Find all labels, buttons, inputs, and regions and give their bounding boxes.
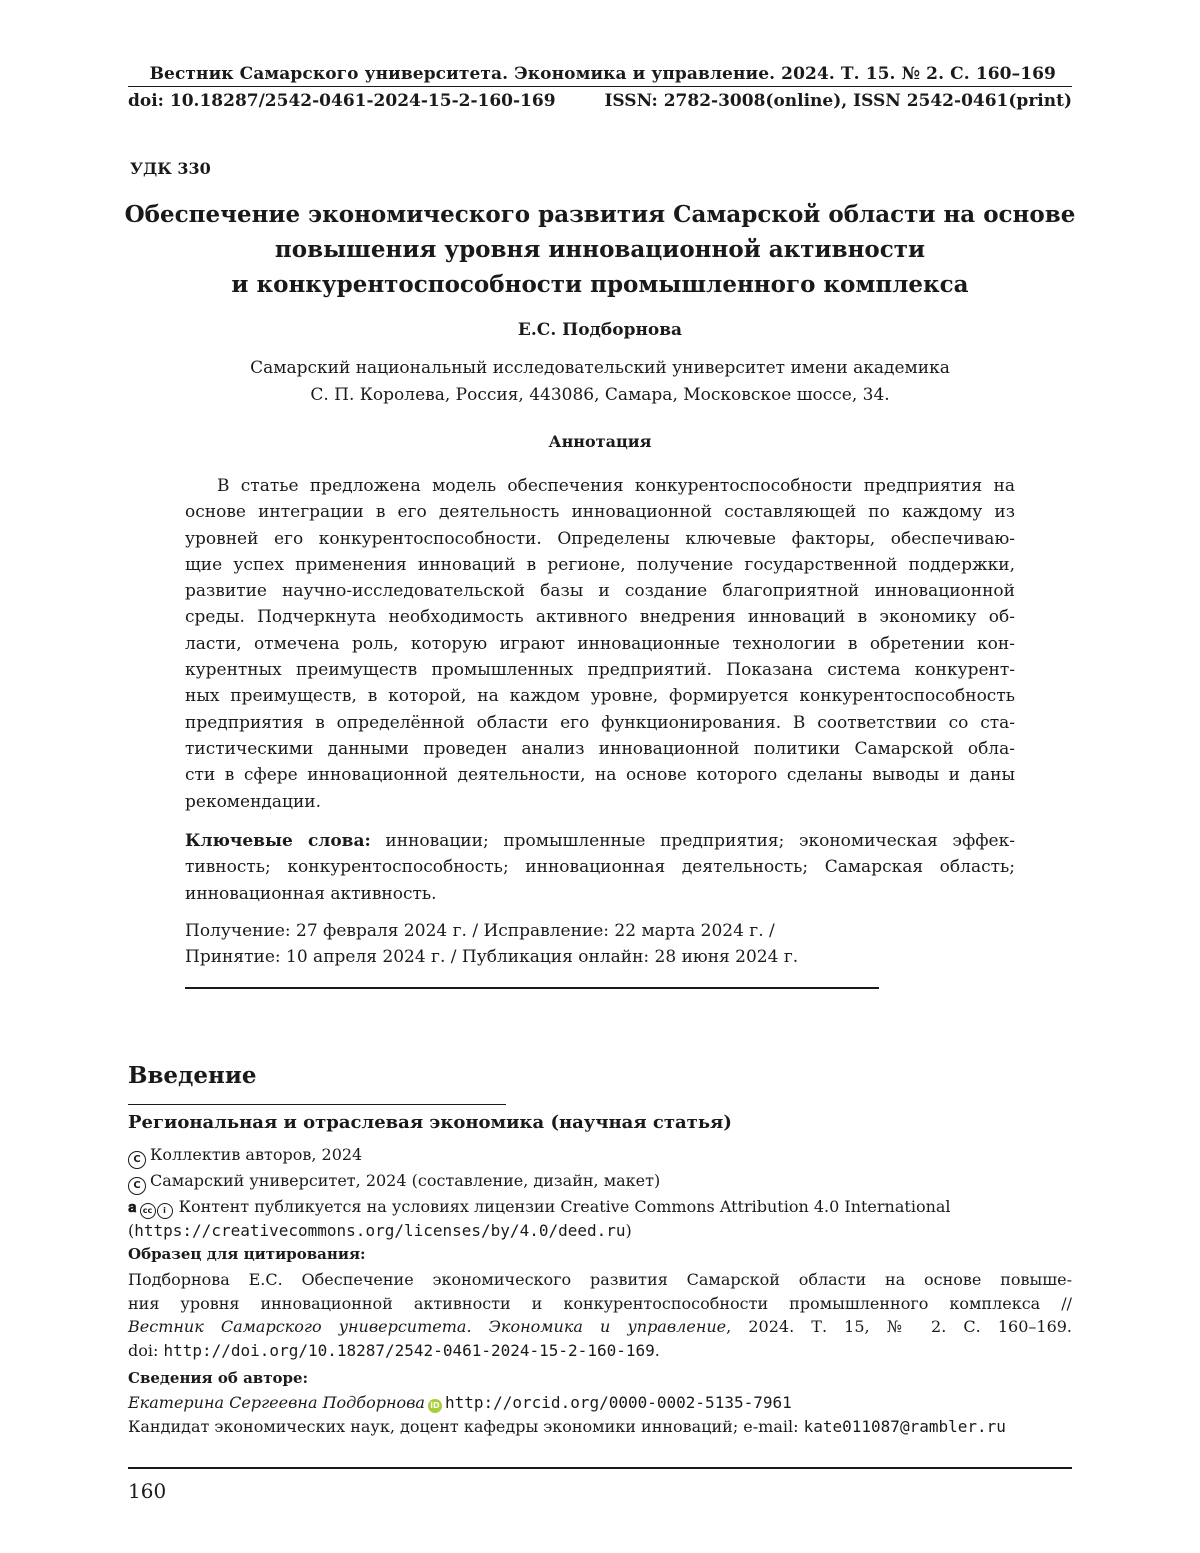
article-title [100, 197, 1100, 302]
copyright-text: Самарский университет, 2024 (составление, дизайн, макет) [150, 1171, 660, 1190]
abstract-line: основе интеграции в его деятельность инновационной составляющей по каждому из [185, 499, 1015, 525]
keywords-line: тивность; конкурентоспособность; инновационная деятельность; Самарская область; [185, 854, 1015, 880]
citation-heading: Образец для цитирования: [128, 1245, 366, 1263]
copyright-row [128, 1169, 1072, 1195]
affiliation [150, 355, 1050, 409]
citation-body [128, 1268, 1072, 1362]
abstract-line: курентных преимуществ промышленных предприятий. Показана система конкурент- [185, 657, 1015, 683]
abstract-line: ласти, отмечена роль, которую играют инновационные технологии в обретении кон- [185, 631, 1015, 657]
title-line: и конкурентоспособности промышленного комплекса [100, 267, 1100, 302]
by-icon: i [157, 1203, 173, 1219]
page-footer-rule [128, 1467, 1072, 1469]
keywords-block [185, 828, 1015, 907]
license-text: Контент публикуется на условиях лицензии Creative Commons Attribution 4.0 International [179, 1197, 951, 1216]
abstract-line: щие успех применения инноваций в регионе, получение государственной поддержки, [185, 552, 1015, 578]
doi-header: doi: 10.18287/2542-0461-2024-15-2-160-169 [128, 91, 556, 111]
citation-tail: , 2024. Т. 15, № 2. С. 160–169. [726, 1317, 1072, 1336]
abstract-line: среды. Подчеркнута необходимость активного внедрения инноваций в экономику об- [185, 604, 1015, 630]
keywords-line: инновационная активность. [185, 881, 1015, 907]
license-row [128, 1195, 1072, 1219]
copyright-icon: C [128, 1151, 146, 1169]
abstract-heading: Аннотация [0, 432, 1200, 451]
abstract-line: рекомендации. [185, 789, 1015, 815]
abstract-line: развитие научно-исследовательской базы и создание благоприятной инновационной [185, 578, 1015, 604]
abstract-line: В статье предложена модель обеспечения конкурентоспособности предприятия на [185, 473, 1015, 499]
author-position: Кандидат экономических наук, доцент кафедры экономики инноваций; e-mail: [128, 1417, 804, 1436]
cc-icon: cc [140, 1203, 156, 1219]
affiliation-line: Самарский национальный исследовательский университет имени академика [150, 355, 1050, 382]
dates-line: Принятие: 10 апреля 2024 г. / Публикация онлайн: 28 июня 2024 г. [185, 944, 1015, 970]
title-line: повышения уровня инновационной активности [100, 232, 1100, 267]
author-info [128, 1391, 1072, 1438]
keywords-label: Ключевые слова: [185, 831, 371, 851]
abstract-line: уровней его конкурентоспособности. Определены ключевые факторы, обеспечиваю- [185, 526, 1015, 552]
abstract-line: предприятия в определённой области его функционирования. В соответствии со ста- [185, 710, 1015, 736]
affiliation-line: С. П. Королева, Россия, 443086, Самара, Московское шоссе, 34. [150, 382, 1050, 409]
open-access-icon: 𝐚 [128, 1198, 137, 1216]
footnote-rule [128, 1104, 506, 1105]
header-rule [128, 86, 1072, 87]
title-line: Обеспечение экономического развития Самарской области на основе [100, 197, 1100, 232]
author-full-name: Екатерина Сергеевна Подборнова [128, 1393, 425, 1412]
orcid-icon: iD [428, 1399, 442, 1413]
keywords-line [185, 828, 1015, 854]
abstract-rule [185, 987, 879, 989]
orcid-link[interactable]: http://orcid.org/0000-0002-5135-7961 [445, 1393, 792, 1412]
intro-heading: Введение [128, 1062, 257, 1089]
license-link[interactable]: https://creativecommons.org/licenses/by/4.0/deed.ru [134, 1221, 625, 1240]
citation-line: ния уровня инновационной активности и конкурентоспособности промышленного комплекса // [128, 1292, 1072, 1316]
issn-header: ISSN: 2782-3008(online), ISSN 2542-0461(print) [604, 91, 1072, 111]
copyright-text: Коллектив авторов, 2024 [150, 1145, 362, 1164]
dates-line: Получение: 27 февраля 2024 г. / Исправление: 22 марта 2024 г. / [185, 918, 1015, 944]
section-type: Региональная и отраслевая экономика (научная статья) [128, 1112, 732, 1133]
journal-header: Вестник Самарского университета. Экономика и управление. 2024. Т. 15. № 2. С. 160–169 [128, 64, 1072, 84]
keywords-text: инновации; промышленные предприятия; экономическая эффек- [371, 831, 1015, 851]
abstract-line: сти в сфере инновационной деятельности, на основе которого сделаны выводы и даны [185, 762, 1015, 788]
author-info-heading: Сведения об авторе: [128, 1369, 308, 1387]
citation-line [128, 1315, 1072, 1339]
paren-close: ) [626, 1221, 632, 1240]
citation-doi-link[interactable]: http://doi.org/10.18287/2542-0461-2024-15-2-160-169 [163, 1341, 654, 1360]
abstract-line: тистическими данными проведен анализ инновационной политики Самарской обла- [185, 736, 1015, 762]
copyright-block [128, 1143, 1072, 1243]
author-orcid-row [128, 1391, 1072, 1415]
paren-open: ( [128, 1221, 134, 1240]
abstract-body [185, 473, 1015, 815]
author-position-row [128, 1415, 1072, 1439]
page-number: 160 [128, 1479, 166, 1503]
citation-line [128, 1339, 1072, 1363]
copyright-row [128, 1143, 1072, 1169]
dates-block [185, 918, 1015, 971]
citation-line: Подборнова Е.С. Обеспечение экономического развития Самарской области на основе повыше- [128, 1268, 1072, 1292]
copyright-icon: C [128, 1177, 146, 1195]
abstract-line: ных преимуществ, в которой, на каждом уровне, формируется конкурентоспособность [185, 683, 1015, 709]
author-name: Е.С. Подборнова [0, 320, 1200, 340]
citation-doi-end: . [655, 1341, 660, 1360]
citation-doi-label: doi: [128, 1341, 163, 1360]
license-url-row [128, 1219, 1072, 1243]
author-email-link[interactable]: kate011087@rambler.ru [804, 1417, 1006, 1436]
citation-journal: Вестник Самарского университета. Экономика и управление [128, 1317, 726, 1336]
udk-code: УДК 330 [130, 159, 211, 178]
